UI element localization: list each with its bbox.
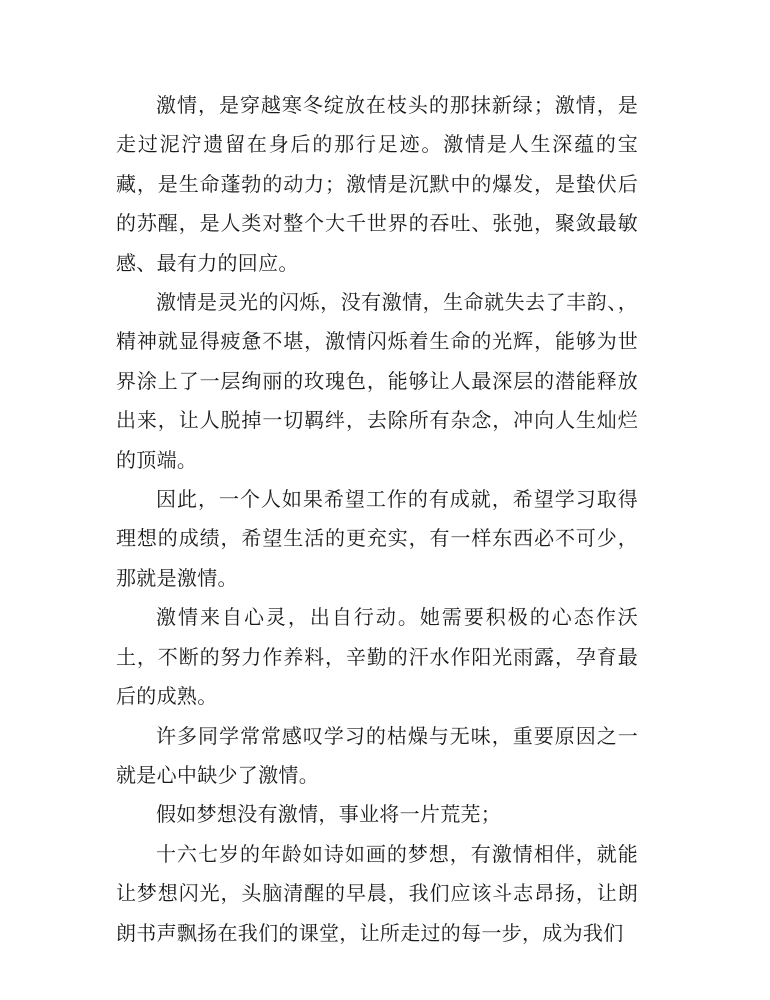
essay-body [116, 86, 638, 953]
paragraph-6: 假如梦想没有激情，事业将一片荒芜； [156, 802, 502, 827]
paragraph-7: 十六七岁的年龄如诗如画的梦想，有激情相伴，就能让梦想闪光，头脑清醒的早晨，我们应该斗志昂扬，让朗朗书声飘扬在我们的课堂，让所走过的每一步，成为我们 [116, 841, 638, 945]
paragraph-5: 许多同学常常感叹学习的枯燥与无味，重要原因之一就是心中缺少了激情。 [116, 723, 638, 787]
paragraph-1: 激情，是穿越寒冬绽放在枝头的那抹新绿；激情，是走过泥泞遗留在身后的那行足迹。激情是人生深蕴的宝藏，是生命蓬勃的动力；激情是沉默中的爆发，是蛰伏后的苏醒，是人类对整个大千世界的吞吐、张弛，聚敛最敏感、最有力的回应。 [116, 93, 638, 275]
paragraph-4: 激情来自心灵，出自行动。她需要积极的心态作沃土，不断的努力作养料，辛勤的汗水作阳光雨露，孕育最后的成熟。 [116, 605, 638, 709]
paragraph-2: 激情是灵光的闪烁，没有激情，生命就失去了丰韵、，精神就显得疲惫不堪，激情闪烁着生命的光辉，能够为世界涂上了一层绚丽的玫瑰色，能够让人最深层的潜能释放出来，让人脱掉一切羁绊，去除所有杂念，冲向人生灿烂的顶端。 [116, 290, 638, 472]
paragraph-3: 因此，一个人如果希望工作的有成就，希望学习取得理想的成绩，希望生活的更充实，有一样东西必不可少，那就是激情。 [116, 487, 638, 590]
